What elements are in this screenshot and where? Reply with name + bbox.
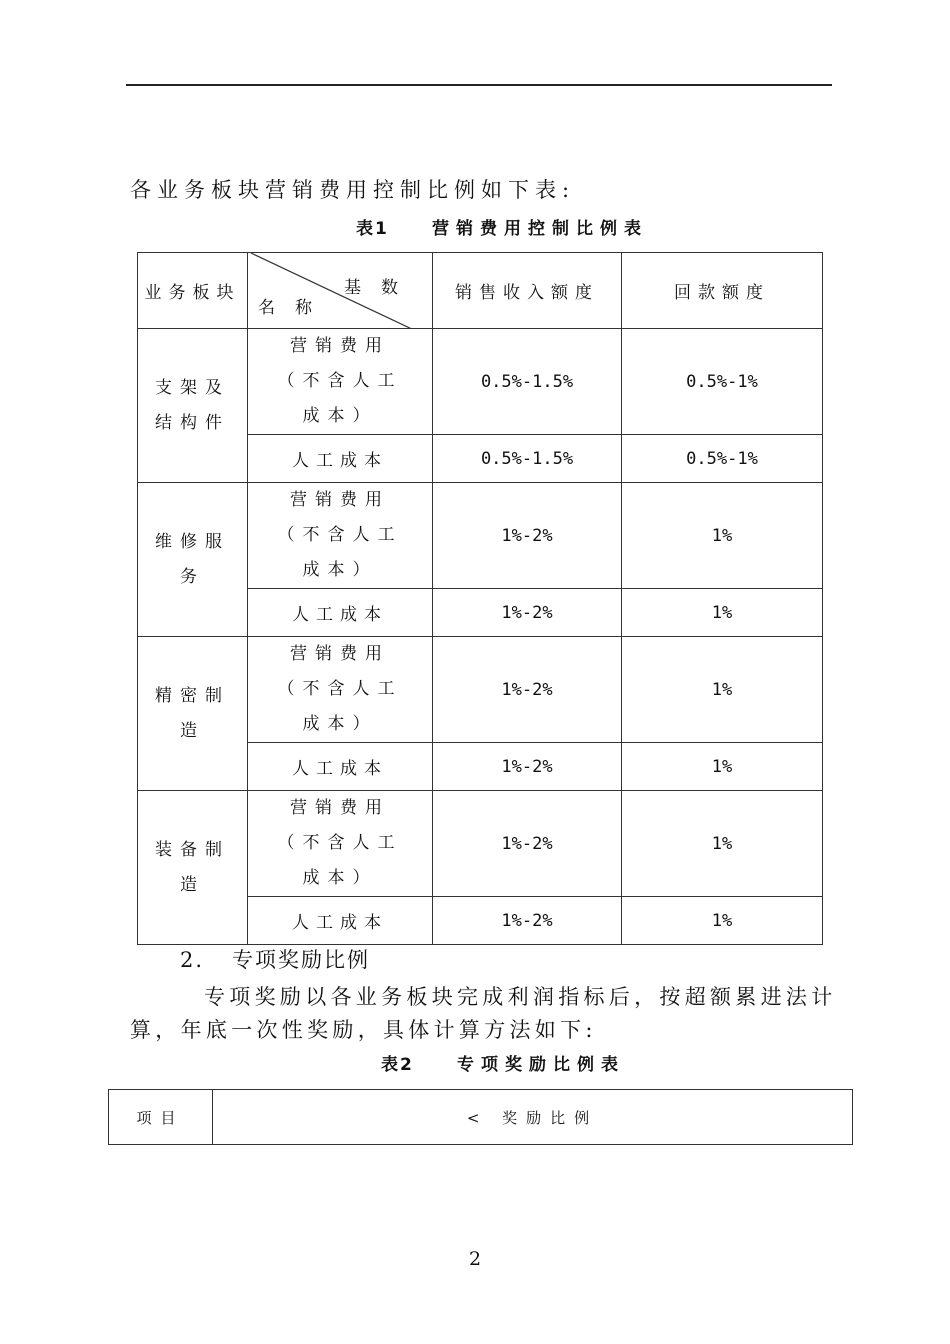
- header-item: 项目: [109, 1090, 213, 1145]
- section2-title: 专项奖励比例: [232, 948, 370, 972]
- segment-name: 支架及结构件: [138, 329, 248, 483]
- sales-ratio: 0.5%-1.5%: [433, 435, 622, 483]
- row-label: 人工成本: [248, 589, 433, 637]
- payment-ratio: 1%: [622, 791, 823, 897]
- row-label: 人工成本: [248, 743, 433, 791]
- header-payment-amount: 回款额度: [622, 253, 823, 329]
- table-row: [138, 483, 823, 589]
- table1-caption-number: 表1: [356, 219, 389, 239]
- payment-ratio: 1%: [622, 589, 823, 637]
- section2-heading: [180, 944, 370, 974]
- table-row: [138, 329, 823, 435]
- sales-ratio: 1%-2%: [433, 743, 622, 791]
- marketing-expense-table: [137, 252, 823, 945]
- payment-ratio: 0.5%-1%: [622, 329, 823, 435]
- row-label: 营销费用（不含人工成本）: [248, 483, 433, 589]
- table2-caption-title: 专项奖励比例表: [457, 1055, 625, 1075]
- header-rule: [126, 84, 832, 86]
- header-diag-top: 基数: [344, 278, 418, 298]
- header-diagonal-cell: [248, 253, 433, 329]
- header-reward-ratio: < 奖励比例: [213, 1090, 853, 1145]
- payment-ratio: 1%: [622, 743, 823, 791]
- sales-ratio: 1%-2%: [433, 483, 622, 589]
- intro-text: 各业务板块营销费用控制比例如下表:: [130, 178, 576, 202]
- payment-ratio: 1%: [622, 897, 823, 945]
- table1-caption: [356, 214, 648, 239]
- segment-name: 精密制造: [138, 637, 248, 791]
- sales-ratio: 1%-2%: [433, 791, 622, 897]
- row-label: 人工成本: [248, 897, 433, 945]
- row-label: 营销费用（不含人工成本）: [248, 329, 433, 435]
- table2-caption: [381, 1050, 625, 1075]
- payment-ratio: 0.5%-1%: [622, 435, 823, 483]
- section2-number: 2.: [180, 948, 205, 972]
- special-reward-table: [108, 1089, 853, 1145]
- sales-ratio: 1%-2%: [433, 589, 622, 637]
- table-row: [138, 791, 823, 897]
- header-sales-revenue: 销售收入额度: [433, 253, 622, 329]
- table-row: [138, 637, 823, 743]
- page-number: 2: [468, 1248, 482, 1270]
- payment-ratio: 1%: [622, 483, 823, 589]
- table-header-row: [138, 253, 823, 329]
- sales-ratio: 1%-2%: [433, 637, 622, 743]
- row-label: 营销费用（不含人工成本）: [248, 791, 433, 897]
- section2-paragraph-line1: 专项奖励以各业务板块完成利润指标后，按超额累进法计: [204, 985, 837, 1009]
- section2-paragraph-line2: 算，年底一次性奖励，具体计算方法如下:: [130, 1018, 597, 1042]
- header-diag-bottom: 名称: [258, 298, 332, 318]
- row-label: 营销费用（不含人工成本）: [248, 637, 433, 743]
- row-label: 人工成本: [248, 435, 433, 483]
- sales-ratio: 0.5%-1.5%: [433, 329, 622, 435]
- table1-caption-title: 营销费用控制比例表: [432, 219, 648, 239]
- segment-name: 维修服务: [138, 483, 248, 637]
- payment-ratio: 1%: [622, 637, 823, 743]
- table-header-row: [109, 1090, 853, 1145]
- table2-caption-number: 表2: [381, 1055, 414, 1075]
- segment-name: 装备制造: [138, 791, 248, 945]
- header-business-segment: 业务板块: [138, 253, 248, 329]
- sales-ratio: 1%-2%: [433, 897, 622, 945]
